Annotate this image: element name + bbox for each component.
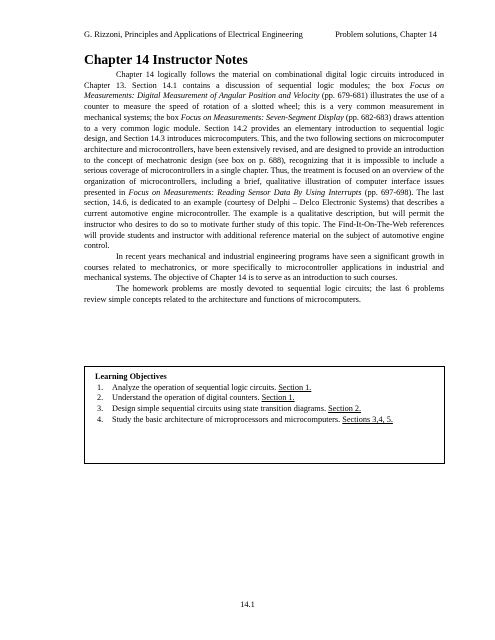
objective-number: 3.: [97, 404, 104, 414]
learning-objective-item: [95, 383, 438, 394]
paragraph-text: (pp. 682-683) draws attention to a very common logic module. Section 14.2 provides an elementary introduction to sequential logic design, and Section 14.3 introduces microcomputers. This, and the two following sections on microcomputer architecture and microcontrollers, have been extensively revised, and are designed to provide an introduction to the concept of mechatronic design (see box on p. 688), recognizing that it is impossible to include a serious coverage of microcontrollers in a single chapter. Thus, the treatment is focused on an overview of the organization of microcontrollers, including a brief, qualitative illustration of computer interface issues presented in: [84, 112, 444, 197]
paragraph-text: In recent years mechanical and industrial engineering programs have seen a significant growth in courses related to mechatronics, or more specifically to microcontroller applications in industrial and mechanical systems. The objective of Chapter 14 is to serve as an introduction to such courses.: [84, 251, 444, 283]
learning-objectives-list: [95, 383, 438, 426]
objective-number: 4.: [97, 414, 104, 424]
body-paragraph: [84, 70, 444, 252]
instructor-notes-body: [84, 70, 444, 305]
paragraph-text: (pp. 697-698). The last section, 14.6, is dedicated to an example (courtesy of Delphi – Delco Electronic Systems) that describes a current automotive engine microcontroller. The example is a qualitative description, but will permit the instructor who desires to do so to motivate further study of this topic. The Find-It-On-The-Web references will provide students and instructor with additional reference material on the subject of automotive engine control.: [84, 187, 444, 251]
paragraph-text: Chapter 14 logically follows the material on combinational digital logic circuits introduced in Chapter 13. Section 14.1 contains a discussion of sequential logic modules; the box: [84, 70, 444, 90]
section-reference-link[interactable]: Section 1.: [261, 393, 295, 403]
italic-reference-text: Focus on Measurements: Reading Sensor Data By Using Interrupts: [128, 187, 362, 197]
learning-objectives-box: [84, 366, 445, 464]
learning-objectives-heading: Learning Objectives: [95, 372, 167, 381]
section-reference-link[interactable]: Section 2.: [328, 404, 362, 414]
section-reference-link[interactable]: Sections 3,4, 5.: [342, 414, 393, 424]
italic-reference-text: Focus on Measurements: Digital Measurement of Angular Position and Velocity: [84, 80, 444, 101]
objective-number: 1.: [97, 382, 104, 392]
body-paragraph: [84, 252, 444, 284]
header-book-title: G. Rizzoni, Principles and Applications of Electrical Engineering: [84, 30, 303, 39]
objective-text: Design simple sequential circuits using state transition diagrams.: [112, 404, 329, 414]
objective-text: Study the basic architecture of microprocessors and microcomputers.: [112, 414, 343, 424]
learning-objective-item: [95, 404, 438, 415]
page-number: 14.1: [240, 600, 255, 609]
section-reference-link[interactable]: Section 1.: [278, 382, 312, 392]
paragraph-text: (pp. 679-681) illustrates the use of a counter to measure the speed of rotation of a slotted wheel; this is a very common measurement in mechanical systems; the box: [84, 91, 445, 122]
objective-text: Analyze the operation of sequential logic circuits.: [112, 382, 279, 392]
paragraph-text: The homework problems are mostly devoted to sequential logic circuits; the last 6 problems review simple concepts related to the architecture and functions of microcomputers.: [84, 284, 444, 304]
body-paragraph: [84, 284, 444, 305]
header-chapter-label: Problem solutions, Chapter 14: [335, 30, 437, 39]
italic-reference-text: Focus on Measurements: Seven-Segment Display: [180, 112, 344, 122]
learning-objective-item: [95, 415, 438, 426]
learning-objective-item: [95, 393, 438, 404]
objective-number: 2.: [97, 393, 104, 403]
page-title: Chapter 14 Instructor Notes: [84, 52, 248, 67]
objective-text: Understand the operation of digital counters.: [112, 393, 262, 403]
